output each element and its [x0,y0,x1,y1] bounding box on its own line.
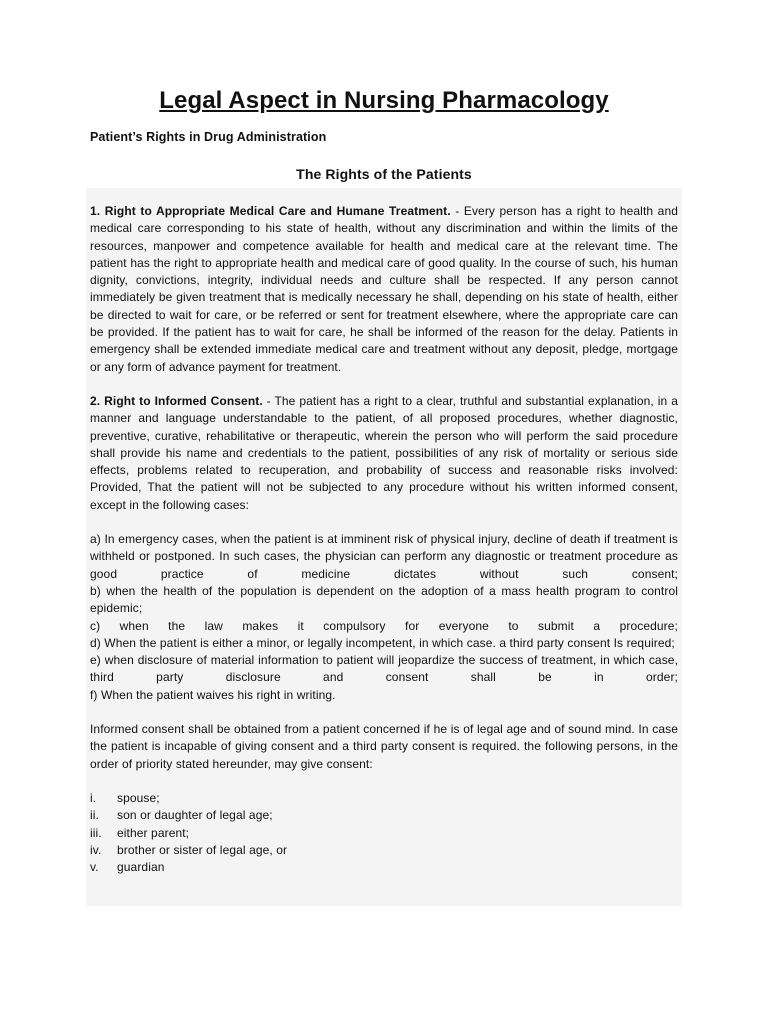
list-item-text: guardian [117,860,165,875]
list-item: f) When the patient waives his right in writing. [90,687,336,702]
right-1-lead: 1. Right to Appropriate Medical Care and Humane Treatment. [90,204,451,218]
list-item-number: v. [90,860,99,875]
list-item [90,807,678,824]
list-item [90,825,678,842]
right-to-informed-consent-paragraph [90,393,678,514]
document-title: Legal Aspect in Nursing Pharmacology [159,87,609,114]
list-item: b) when the health of the population is dependent on the adoption of a mass health program to control epidemic; [90,583,678,616]
list-item: c) when the law makes it compulsory for everyone to submit a procedure; [90,618,678,633]
section-heading: Patient’s Rights in Drug Administration [90,130,327,144]
list-item [90,790,678,807]
list-item-text: brother or sister of legal age, or [117,842,288,857]
list-item-number: iii. [90,825,102,840]
sub-heading: The Rights of the Patients [296,166,472,182]
right-2-text: - The patient has a right to a clear, truthful and substantial explanation, in a manner and language understandable to the patient, of all proposed procedures, whether diagnostic, preventive, curative, rehabilitative or therapeutic, wherein the person who will perform the said procedure shall provide his name and credentials to the patient, possibilities of any risk of mortality or serious side effects, problems related to recuperation, and probability of success and reasonable risks involved: Provided, That the patient will not be subjected to any procedure without his written informed consent, except in the following cases: [90,393,678,512]
right-2-lead: 2. Right to Informed Consent. [90,393,263,408]
exception-cases-list [90,531,678,704]
list-item-number: ii. [90,808,99,823]
consent-priority-list [90,790,678,876]
list-item [90,859,678,876]
consent-paragraph: Informed consent shall be obtained from a patient concerned if he is of legal age and of sound mind. In case the patient is incapable of giving consent and a third party consent is required. the following persons, in the order of priority stated hereunder, may give consent: [90,722,678,771]
document-body [90,87,678,876]
list-item-number: iv. [90,842,102,857]
list-item: d) When the patient is either a minor, or legally incompetent, in which case. a third party consent Is required; [90,635,675,650]
list-item-text: son or daughter of legal age; [117,808,273,823]
list-item-text: spouse; [117,790,160,805]
list-item: e) when disclosure of material information to patient will jeopardize the success of treatment, in which case, third party disclosure and consent shall be in order; [90,653,678,685]
right-to-medical-care-paragraph [90,203,678,376]
list-item [90,842,678,859]
list-item-text: either parent; [117,825,190,840]
list-item-number: i. [90,790,97,805]
list-item: a) In emergency cases, when the patient is at imminent risk of physical injury, decline of death if treatment is withheld or postponed. In such cases, the physician can perform any diagnostic or treatment procedure as good practice of medicine dictates without such consent; [90,532,678,581]
right-1-text: - Every person has a right to health and medical care corresponding to his state of health, without any discrimination and within the limits of the resources, manpower and competence available for health and medical care at the relevant time. The patient has the right to appropriate health and medical care of good quality. In the course of such, his human dignity, convictions, integrity, individual needs and culture shall be respected. If any person cannot immediately be given treatment that is medically necessary he shall, depending on his state of health, either be directed to wait for care, or be referred or sent for treatment elsewhere, where the appropriate care can be provided. If the patient has to wait for care, he shall be informed of the reason for the delay. Patients in emergency shall be extended immediate medical care and treatment without any deposit, pledge, mortgage or any form of advance payment for treatment. [90,204,678,374]
